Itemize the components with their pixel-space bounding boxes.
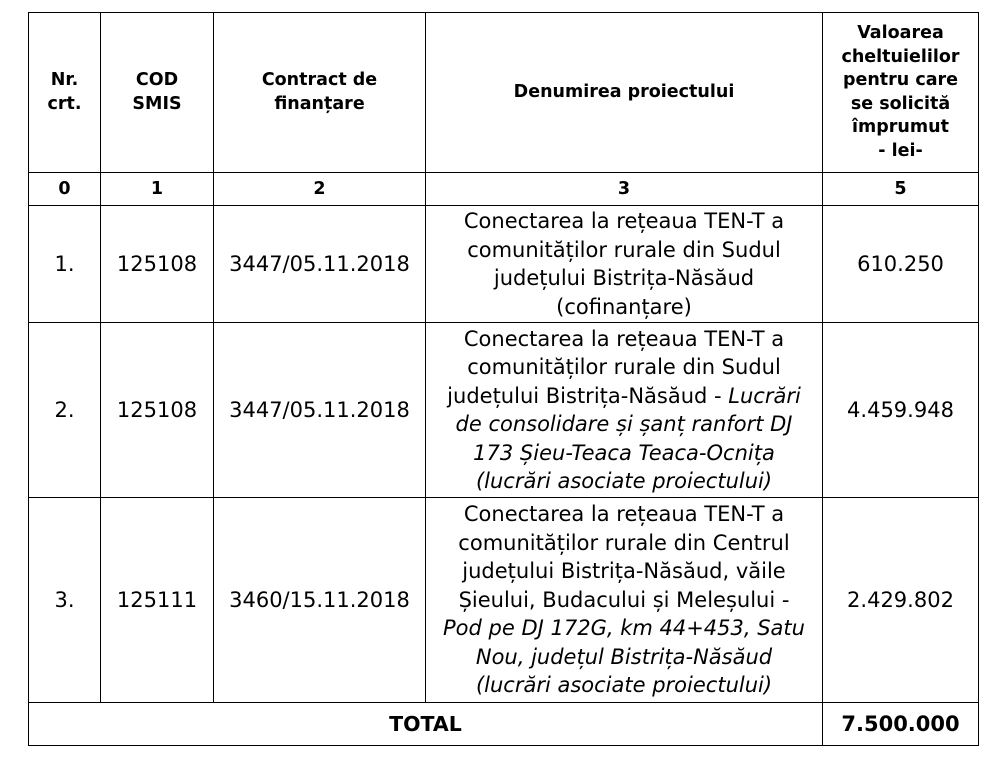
header-line: Nr.: [50, 70, 79, 90]
row-description: [426, 323, 823, 498]
row-value: 610.250: [823, 206, 979, 323]
header-line: Contract de: [261, 70, 378, 90]
header-row: [29, 13, 979, 173]
table-row: [29, 206, 979, 323]
row-description: [426, 498, 823, 703]
header-denumirea: [426, 13, 823, 173]
row-value: 4.459.948: [823, 323, 979, 498]
table-row: [29, 498, 979, 703]
total-label: TOTAL: [29, 703, 823, 746]
header-valoarea: [823, 13, 979, 173]
description-italic: Pod pe DJ 172G, km 44+453, Satu Nou, județul Bistrița-Năsăud (lucrări asociate proiectului): [443, 616, 805, 698]
column-number: 5: [823, 173, 979, 206]
header-line: pentru care: [842, 70, 959, 90]
row-nr: 3.: [29, 498, 101, 703]
row-contract: 3447/05.11.2018: [214, 323, 426, 498]
column-number: 2: [214, 173, 426, 206]
row-description: [426, 206, 823, 323]
column-number-row: [29, 173, 979, 206]
header-line: împrumut: [852, 117, 949, 137]
header-line: se solicită: [850, 93, 951, 114]
description-text: [439, 325, 810, 496]
header-line: Denumirea proiectului: [513, 81, 735, 102]
header-line: SMIS: [132, 93, 182, 114]
row-contract: 3460/15.11.2018: [214, 498, 426, 703]
description-text: [439, 500, 810, 700]
description-text: [439, 207, 810, 321]
column-number: 0: [29, 173, 101, 206]
projects-table: [28, 12, 979, 746]
header-contract: [214, 13, 426, 173]
row-cod-smis: 125108: [101, 206, 214, 323]
column-number: 1: [101, 173, 214, 206]
header-line: crt.: [47, 93, 82, 114]
row-nr: 1.: [29, 206, 101, 323]
column-number: 3: [426, 173, 823, 206]
row-contract: 3447/05.11.2018: [214, 206, 426, 323]
row-cod-smis: 125108: [101, 323, 214, 498]
description-italic: Lucrări de consolidare și șanț ranfort DJ 173 Șieu-Teaca Teaca-Ocnița (lucrări asociate proiectului): [455, 383, 801, 493]
header-line: COD: [135, 70, 179, 90]
header-nr-crt: [29, 13, 101, 173]
header-line: cheltuielilor: [841, 46, 960, 67]
description-main: Conectarea la rețeaua TEN-T a comunităților rurale din Centrul județului Bistrița-Năsăud, văile Șieului, Budacului și Meleșului -: [458, 502, 790, 612]
header-line: finanțare: [274, 93, 365, 114]
header-cod-smis: [101, 13, 214, 173]
row-cod-smis: 125111: [101, 498, 214, 703]
table-row: [29, 323, 979, 498]
header-line: Valoarea: [857, 23, 944, 43]
description-main: Conectarea la rețeaua TEN-T a comunităților rurale din Sudul județului Bistrița-Năsăud (cofinanțare): [463, 209, 785, 319]
row-value: 2.429.802: [823, 498, 979, 703]
description-main: Conectarea la rețeaua TEN-T a comunităților rurale din Sudul județului Bistrița-Năsăud -: [447, 326, 785, 408]
header-line: - lei-: [878, 140, 923, 161]
total-value: 7.500.000: [823, 703, 979, 746]
total-row: [29, 703, 979, 746]
row-nr: 2.: [29, 323, 101, 498]
